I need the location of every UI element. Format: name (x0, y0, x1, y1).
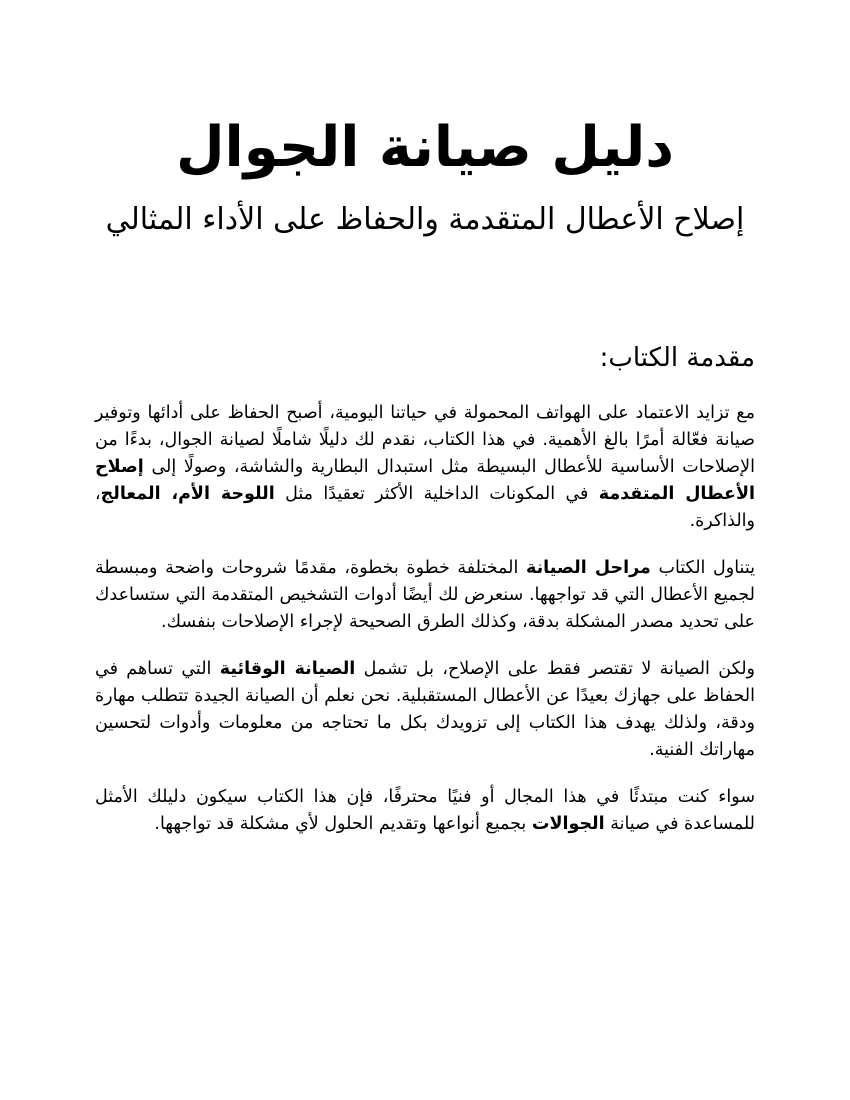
paragraph-2 (95, 555, 755, 636)
text-segment: التي تساهم في الحفاظ على جهازك بعيدًا عن الأعطال المستقبلية. نحن نعلم أن الصيانة الجيدة تتطلب مهارة ودقة، ولذلك يهدف هذا الكتاب إلى تزويدك بكل ما تحتاجه من معلومات وأدوات لتحسين مهاراتك الفنية. (95, 659, 755, 760)
text-segment: ، والذاكرة. (95, 484, 755, 531)
text-segment: سواء كنت مبتدئًا في هذا المجال أو فنيًا محترفًا، فإن هذا الكتاب سيكون دليلك الأمثل للمساعدة في صيانة (95, 787, 755, 834)
text-segment: ولكن الصيانة لا تقتصر فقط على الإصلاح، بل تشمل (355, 659, 756, 679)
bold-term: مراحل الصيانة (525, 558, 651, 578)
document-title: دليل صيانة الجوال (175, 115, 675, 180)
bold-term: الجوالات (531, 814, 605, 834)
text-segment: في المكونات الداخلية الأكثر تعقيدًا مثل (274, 484, 599, 504)
body-text (95, 400, 755, 838)
bold-term: اللوحة الأم (178, 484, 275, 504)
document-subtitle: إصلاح الأعطال المتقدمة والحفاظ على الأداء المثالي (105, 202, 745, 237)
text-segment: يتناول الكتاب (650, 558, 755, 578)
bold-term: المعالج (100, 484, 161, 504)
bold-term: الصيانة الوقائية (219, 659, 356, 679)
paragraph-4 (95, 784, 755, 838)
text-segment: بجميع أنواعها وتقديم الحلول لأي مشكلة قد تواجهها. (154, 814, 532, 834)
text-segment: ، (160, 484, 179, 504)
section-heading: مقدمة الكتاب: (599, 343, 755, 373)
paragraph-3 (95, 656, 755, 764)
bold-term: إصلاح الأعطال المتقدمة (95, 457, 755, 504)
text-segment: مع تزايد الاعتماد على الهواتف المحمولة في حياتنا اليومية، أصبح الحفاظ على أدائها وتوفير صيانة فعّالة أمرًا بالغ الأهمية. في هذا الكتاب، نقدم لك دليلًا شاملًا لصيانة الجوال، بدءًا من الإصلاحات الأساسية للأعطال البسيطة مثل استبدال البطارية والشاشة، وصولًا إلى (95, 403, 755, 477)
text-segment: المختلفة خطوة بخطوة، مقدمًا شروحات واضحة ومبسطة لجميع الأعطال التي قد تواجهها. سنعرض لك أيضًا أدوات التشخيص المتقدمة التي ستساعدك على تحديد مصدر المشكلة بدقة، وكذلك الطرق الصحيحة لإجراء الإصلاحات بنفسك. (95, 558, 755, 632)
paragraph-1 (95, 400, 755, 535)
